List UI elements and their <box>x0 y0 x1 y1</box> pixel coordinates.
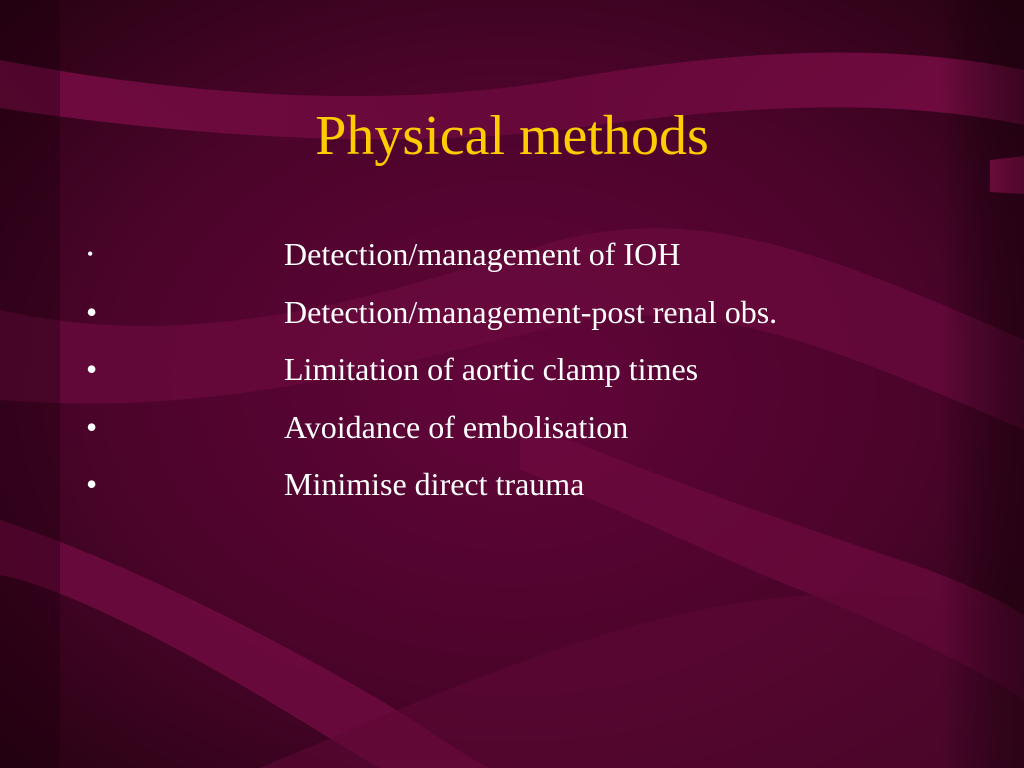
bullet-marker: • <box>86 351 98 387</box>
bullet-item <box>0 284 1024 342</box>
bullet-item <box>0 399 1024 457</box>
bullet-item <box>0 226 1024 284</box>
bullet-list <box>0 226 1024 514</box>
bullet-item <box>0 456 1024 514</box>
bullet-marker: • <box>86 293 98 330</box>
bullet-text: Avoidance of embolisation <box>284 408 629 445</box>
bullet-text: Minimise direct trauma <box>284 466 585 502</box>
bullet-text: Detection/management of IOH <box>284 236 681 272</box>
bullet-marker: • <box>86 408 98 445</box>
bullet-marker: • <box>86 466 98 502</box>
bullet-text: Limitation of aortic clamp times <box>284 351 699 387</box>
bullet-marker: • <box>87 244 94 264</box>
slide-title: Physical methods <box>315 105 709 167</box>
bullet-item <box>0 341 1024 399</box>
bullet-text: Detection/management-post renal obs. <box>284 293 778 330</box>
